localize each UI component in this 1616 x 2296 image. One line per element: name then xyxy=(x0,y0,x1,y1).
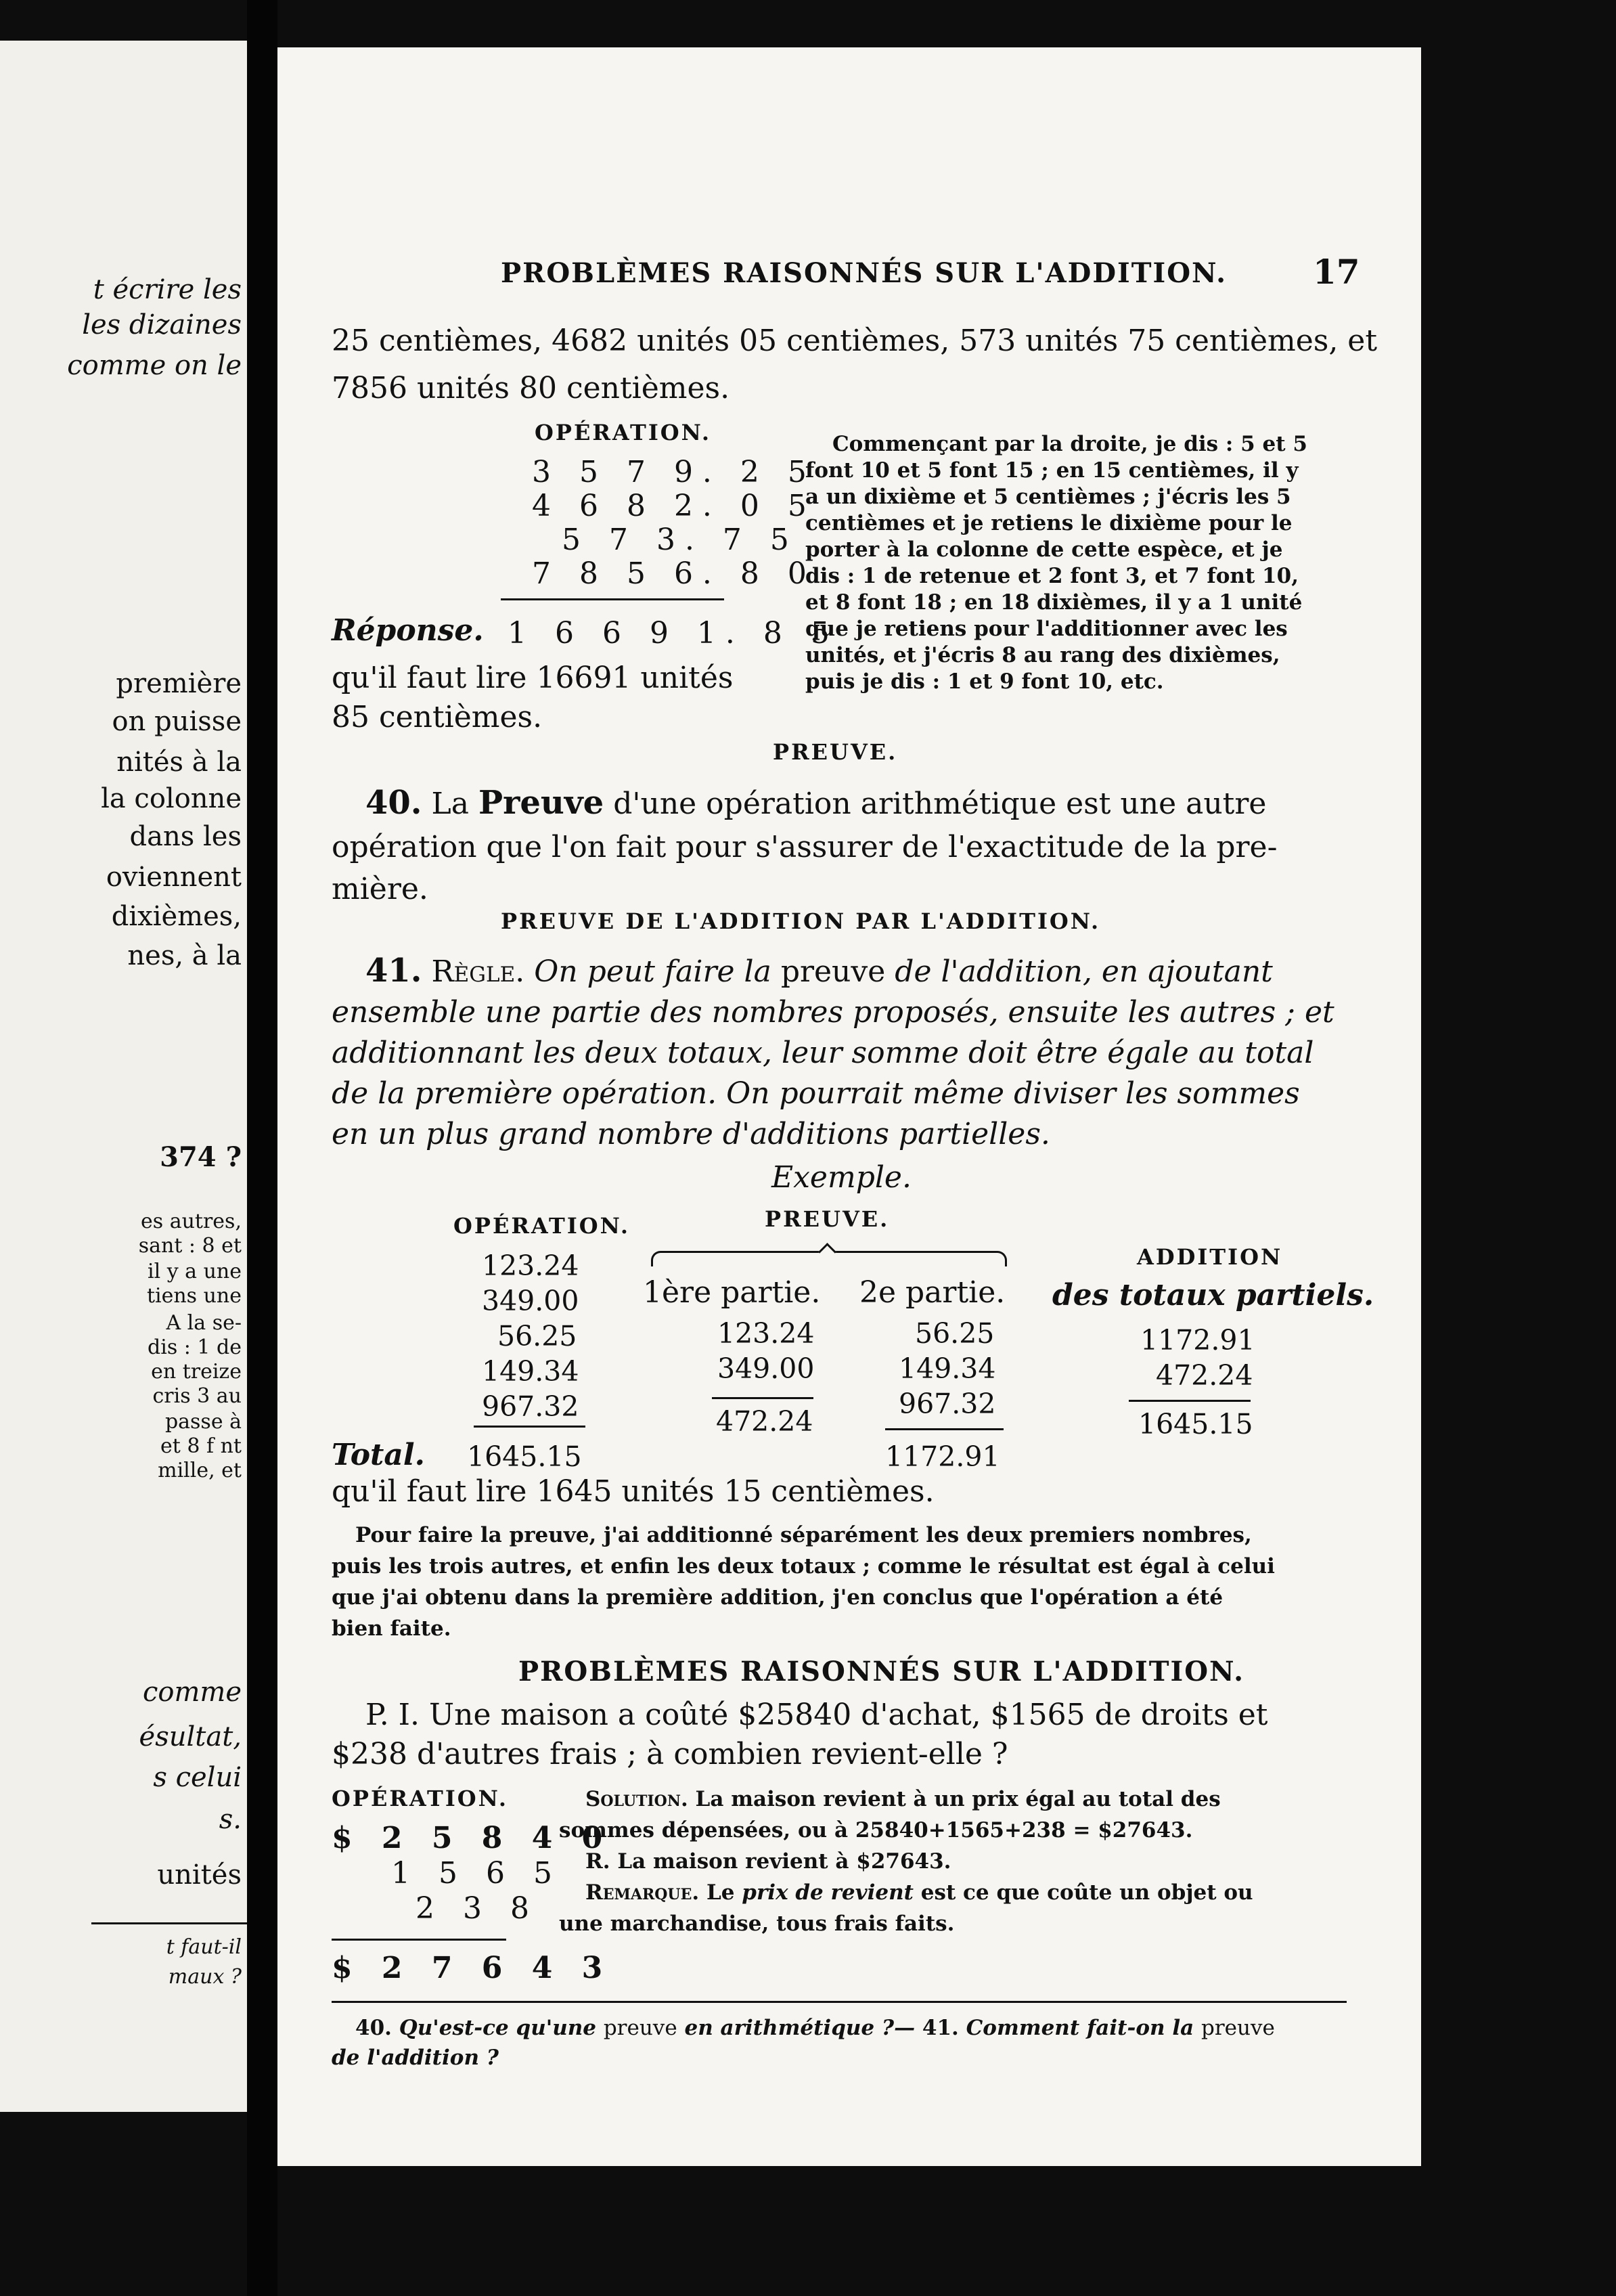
answer-value: 1 6 6 9 1. 8 5 xyxy=(508,616,839,650)
explanation-line: unités, et j'écris 8 au rang des dixièmes, xyxy=(805,643,1280,667)
left-page-line: première xyxy=(116,668,242,699)
solution-text: La maison revient à un prix égal au total des xyxy=(695,1787,1221,1811)
left-page-line: nités à la xyxy=(116,747,242,778)
page-number: 17 xyxy=(1313,252,1360,292)
sum-rule xyxy=(712,1397,813,1399)
left-page-line: et 8 f nt xyxy=(160,1434,242,1458)
example-preuve-label: PREUVE. xyxy=(765,1206,890,1232)
footnote-line-1 xyxy=(355,2016,1275,2040)
footnote-q40-term: preuve xyxy=(603,2016,677,2040)
explanation-line: centièmes et je retiens le dixième pour le xyxy=(805,511,1293,535)
explanation-line: porter à la colonne de cette espèce, et je xyxy=(805,537,1283,562)
remark-label: Remarque. xyxy=(585,1880,700,1905)
left-page-line: passe à xyxy=(164,1410,242,1434)
proof-note-line: puis les trois autres, et enfin les deux totaux ; comme le résultat est égal à celui xyxy=(332,1554,1275,1578)
rule-label: Règle. xyxy=(431,954,525,989)
paragraph-41-line-5: en un plus grand nombre d'additions partielles. xyxy=(332,1117,1050,1151)
example-operation-label: OPÉRATION. xyxy=(453,1213,630,1239)
left-page-line: les dizaines xyxy=(82,309,242,340)
partials-row: 1172.91 xyxy=(1140,1324,1255,1356)
operation-1-row: 3 5 7 9. 2 5 xyxy=(532,455,816,489)
left-page-line: 374 ? xyxy=(160,1141,242,1173)
part-1-row: 123.24 xyxy=(717,1317,815,1350)
partials-row: 472.24 xyxy=(1156,1359,1253,1392)
solution-line-1 xyxy=(585,1787,1221,1811)
part-2-row: 56.25 xyxy=(915,1317,995,1350)
explanation-line: a un dixième et 5 centièmes ; j'écris les 5 xyxy=(805,485,1291,509)
answer-note-line-2: 85 centièmes. xyxy=(332,700,543,734)
problems-heading: PROBLÈMES RAISONNÉS SUR L'ADDITION. xyxy=(518,1656,1244,1687)
paragraph-40-pre: La xyxy=(431,787,469,821)
left-page-line: A la se- xyxy=(166,1311,242,1335)
example-total-label: Total. xyxy=(332,1438,425,1472)
paragraph-40-rest: d'une opération arithmétique est une autre xyxy=(613,787,1267,821)
operation-1-row: 4 6 8 2. 0 5 xyxy=(532,489,816,523)
problem-1-line-2: $238 d'autres frais ; à combien revient-elle ? xyxy=(332,1737,1008,1771)
problem-text: Une maison a coûté $25840 d'achat, $1565 de droits et xyxy=(429,1698,1268,1732)
explanation-line: Commençant par la droite, je dis : 5 et 5 xyxy=(832,432,1307,456)
left-page-line: dans les xyxy=(129,821,242,852)
example-addition-label: ADDITION xyxy=(1137,1244,1283,1270)
previous-page-fragment xyxy=(0,41,247,2112)
footnote-q41-number: 41. xyxy=(922,2016,959,2040)
paragraph-41-line-4: de la première opération. On pourrait même diviser les sommes xyxy=(332,1076,1300,1111)
paragraph-40-line-3: mière. xyxy=(332,872,428,906)
footnote-q40-number: 40. xyxy=(355,2016,392,2040)
proof-note-line: bien faite. xyxy=(332,1616,451,1641)
left-page-line: en treize xyxy=(151,1360,242,1384)
footnote-line-2: de l'addition ? xyxy=(332,2046,499,2070)
left-page-line: dixièmes, xyxy=(111,901,242,932)
preuve-addition-heading: PREUVE DE L'ADDITION PAR L'ADDITION. xyxy=(501,908,1101,934)
remark-term: prix de revient xyxy=(742,1880,914,1905)
explanation-line: font 10 et 5 font 15 ; en 15 centièmes, il y xyxy=(805,458,1299,483)
explanation-line: que je retiens pour l'additionner avec les xyxy=(805,617,1288,641)
explanation-line: puis je dis : 1 et 9 font 10, etc. xyxy=(805,669,1164,694)
intro-line-1: 25 centièmes, 4682 unités 05 centièmes, 573 unités 75 centièmes, et xyxy=(332,324,1378,358)
left-page-line: unités xyxy=(157,1859,242,1891)
proof-note-line: que j'ai obtenu dans la première addition, j'en conclus que l'opération a été xyxy=(332,1585,1224,1610)
operation-1-label: OPÉRATION. xyxy=(535,420,711,445)
remark-text: Le xyxy=(706,1880,735,1905)
sum-rule xyxy=(501,598,724,600)
footnote-rule xyxy=(332,2001,1347,2003)
example-title: Exemple. xyxy=(771,1160,912,1195)
remark-text: est ce que coûte un objet ou xyxy=(920,1880,1253,1905)
problem-1-operation-label: OPÉRATION. xyxy=(332,1786,508,1811)
rule-term-preuve: preuve xyxy=(780,954,886,989)
left-page-line: cris 3 au xyxy=(152,1384,242,1408)
partials-total: 1645.15 xyxy=(1138,1408,1253,1440)
paragraph-41-line-3: additionnant les deux totaux, leur somme doit être égale au total xyxy=(332,1036,1314,1070)
intro-line-2: 7856 unités 80 centièmes. xyxy=(332,371,730,405)
left-page-line: s celui xyxy=(153,1762,242,1793)
paragraph-number: 40. xyxy=(365,784,422,822)
example-read-as: qu'il faut lire 1645 unités 15 centièmes. xyxy=(332,1474,935,1509)
problem-1-total: $ 2 7 6 4 3 xyxy=(332,1951,612,1985)
footnote-q40-text: en arithmétique ?— xyxy=(684,2016,916,2040)
problem-1-row: 1 5 6 5 xyxy=(391,1856,562,1891)
explanation-line: et 8 font 18 ; en 18 dixièmes, il y a 1 unité xyxy=(805,590,1303,615)
example-operation-row: 56.25 xyxy=(497,1320,577,1352)
part-2-label: 2e partie. xyxy=(859,1275,1006,1310)
solution-label: Solution. xyxy=(585,1787,688,1811)
left-page-line: t écrire les xyxy=(93,274,242,305)
footnote-q41-text: Comment fait-on la xyxy=(966,2016,1194,2040)
solution-line-2: sommes dépensées, ou à 25840+1565+238 = $27643. xyxy=(559,1818,1193,1842)
left-page-line: nes, à la xyxy=(127,940,242,971)
partials-label: des totaux partiels. xyxy=(1052,1278,1374,1312)
part-2-row: 967.32 xyxy=(899,1388,996,1420)
example-operation-row: 349.00 xyxy=(482,1285,579,1317)
left-page-rule xyxy=(91,1922,247,1924)
part-2-row: 149.34 xyxy=(899,1352,996,1385)
example-total-value: 1645.15 xyxy=(467,1440,582,1473)
paragraph-41-line-2: ensemble une partie des nombres proposés, ensuite les autres ; et xyxy=(332,995,1334,1030)
left-page-line: es autres, xyxy=(141,1210,242,1233)
paragraph-number: 41. xyxy=(365,952,422,990)
left-page-line: t faut-il xyxy=(166,1935,242,1959)
left-page-line: la colonne xyxy=(101,783,242,814)
remark-line-2: une marchandise, tous frais faits. xyxy=(559,1912,955,1936)
left-page-line: s. xyxy=(219,1804,242,1835)
paragraph-41-line-1 xyxy=(365,952,1273,990)
answer-label: Réponse. xyxy=(332,613,484,648)
footnote-q40-text: Qu'est-ce qu'une xyxy=(399,2016,597,2040)
part-1-row: 349.00 xyxy=(717,1352,815,1385)
remark-line-1 xyxy=(585,1880,1253,1905)
sum-rule xyxy=(1129,1400,1251,1402)
problem-1-row: $ 2 5 8 4 0 xyxy=(332,1821,612,1855)
paragraph-40-line-1 xyxy=(365,784,1267,822)
solution-response: R. La maison revient à $27643. xyxy=(585,1849,951,1874)
page xyxy=(277,47,1421,2166)
example-operation-row: 149.34 xyxy=(482,1355,579,1388)
left-page-line: mille, et xyxy=(158,1459,242,1482)
example-operation-row: 123.24 xyxy=(482,1250,579,1282)
left-page-line: sant : 8 et xyxy=(138,1234,242,1258)
footnote-q41-term: preuve xyxy=(1201,2016,1275,2040)
left-page-line: tiens une xyxy=(146,1284,242,1308)
proof-note-line: Pour faire la preuve, j'ai additionné séparément les deux premiers nombres, xyxy=(355,1523,1252,1547)
explanation-line: dis : 1 de retenue et 2 font 3, et 7 font 10, xyxy=(805,564,1299,588)
sum-rule xyxy=(474,1426,585,1428)
left-page-line: dis : 1 de xyxy=(148,1335,242,1359)
operation-1-row: 5 7 3. 7 5 xyxy=(562,523,799,557)
left-page-line: il y a une xyxy=(147,1260,242,1283)
left-page-line: comme xyxy=(142,1677,242,1708)
sum-rule xyxy=(885,1428,1004,1430)
part-2-total: 1172.91 xyxy=(885,1440,1000,1473)
running-title: PROBLÈMES RAISONNÉS SUR L'ADDITION. xyxy=(501,257,1227,289)
answer-note-line-1: qu'il faut lire 16691 unités xyxy=(332,661,734,695)
problem-1-row: 2 3 8 xyxy=(416,1891,539,1926)
left-page-line: ésultat, xyxy=(139,1721,242,1752)
left-page-line: comme on le xyxy=(67,350,242,381)
left-page-line: maux ? xyxy=(168,1965,242,1989)
rule-text: de l'addition, en ajoutant xyxy=(895,954,1273,989)
paragraph-40-line-2: opération que l'on fait pour s'assurer de l'exactitude de la pre- xyxy=(332,830,1278,864)
rule-text: On peut faire la xyxy=(534,954,771,989)
part-1-label: 1ère partie. xyxy=(643,1275,821,1310)
preuve-heading: PREUVE. xyxy=(773,739,898,765)
left-page-line: on puisse xyxy=(112,706,242,737)
sum-rule xyxy=(332,1939,506,1941)
left-page-line: oviennent xyxy=(106,862,242,893)
example-operation-row: 967.32 xyxy=(482,1390,579,1423)
problem-number: P. I. xyxy=(365,1698,420,1732)
problem-1-line-1 xyxy=(365,1700,1268,1730)
operation-1-row: 7 8 5 6. 8 0 xyxy=(532,556,816,591)
part-1-total: 472.24 xyxy=(716,1405,813,1438)
term-preuve: Preuve xyxy=(478,784,604,822)
page-gutter xyxy=(247,0,277,2296)
